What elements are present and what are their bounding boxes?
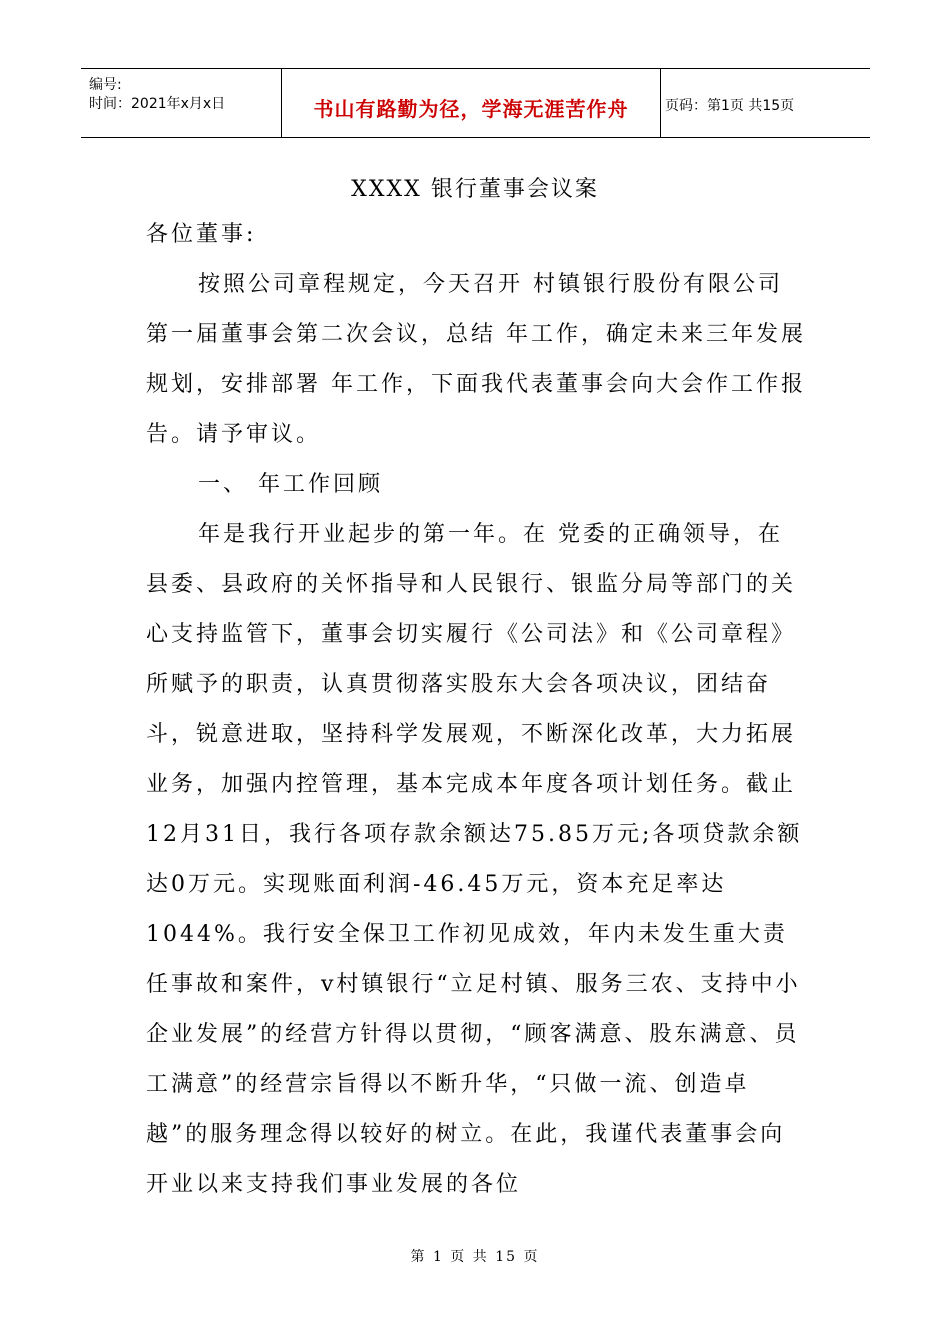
header-motto: 书山有路勤为径，学海无涯苦作舟 xyxy=(313,97,629,121)
number-label: 编号: xyxy=(89,77,122,93)
document-title: XXXX 银行董事会议案 xyxy=(351,177,599,202)
salutation: 各位董事: xyxy=(146,222,257,247)
paragraph-review: 年是我行开业起步的第一年。在 党委的正确领导，在县委、县政府的关怀指导和人民银行、银监分局等部门的关心支持监管下，董事会切实履行《公司法》和《公司章程》所赋予的职责，认真贯彻落实股东大会各项决议，团结奋斗，锐意进取，坚持科学发展观，不断深化改革，大力拓展业务，加强内控管理，基本完成本年度各项计划任务。截止12月31日，我行各项存款余额达75.85万元;各项贷款余额达0万元。实现账面利润-46.45万元，资本充足率达1044%。我行安全保卫工作初见成效，年内未发生重大责任事故和案件，v村镇银行“立足村镇、服务三农、支持中小企业发展”的经营方针得以贯彻，“顾客满意、股东满意、员工满意”的经营宗旨得以不断升华，“只做一流、创造卓越”的服务理念得以较好的树立。在此，我谨代表董事会向开业以来支持我们事业发展的各位 xyxy=(146,522,803,1197)
header-page-cell xyxy=(661,69,870,137)
header-meta-cell xyxy=(81,69,281,137)
document-body xyxy=(146,210,806,1210)
header-motto-cell xyxy=(281,69,661,137)
document-header xyxy=(81,68,870,138)
section-heading: 一、 年工作回顾 xyxy=(198,472,383,497)
paragraph-intro: 按照公司章程规定，今天召开 村镇银行股份有限公司第一届董事会第二次会议，总结 年工作，确定未来三年发展规划，安排部署 年工作，下面我代表董事会向大会作工作报告。请予审议。 xyxy=(146,272,806,447)
page-footer: 第 1 页 共 15 页 xyxy=(410,1249,540,1265)
time-label: 时间：2021年x月x日 xyxy=(89,96,226,112)
header-page-info: 页码：第1页 共15页 xyxy=(665,98,795,114)
